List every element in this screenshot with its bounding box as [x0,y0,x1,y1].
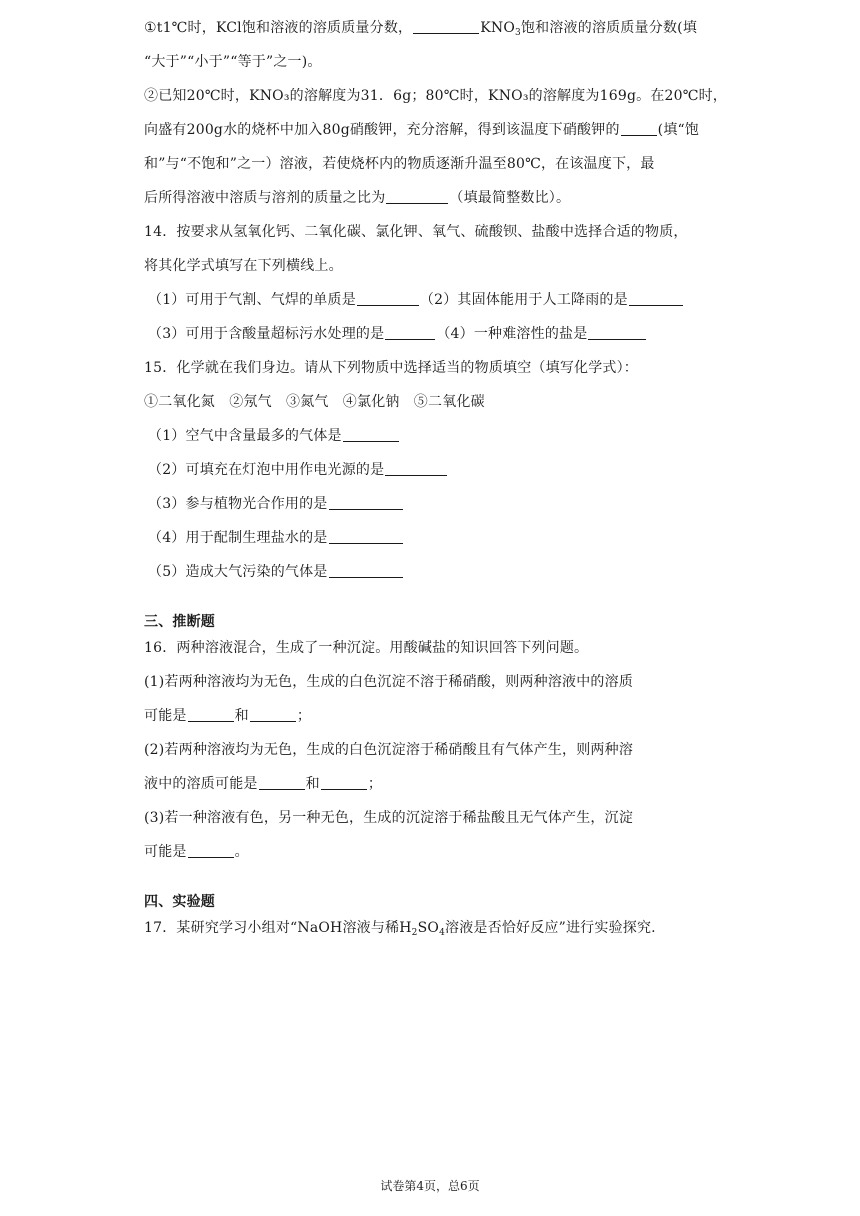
q15-item-5 [148,562,728,582]
subscript: 3 [515,28,521,38]
answer-blank[interactable] [621,121,657,136]
q16-part-1: (1)若两种溶液均为无色，生成的白色沉淀不溶于稀硝酸，则两种溶液中的溶质 [144,674,634,690]
text: ； [367,776,383,792]
answer-blank[interactable] [188,707,234,722]
answer-blank[interactable] [386,189,448,204]
page-footer: 试卷第4页，总6页 [380,1179,480,1193]
q16-part-1-answer [144,706,724,726]
text: ①t1℃时，KCl饱和溶液的溶质质量分数， [144,20,413,36]
q15-item-3 [148,494,728,514]
answer-blank[interactable] [250,707,296,722]
text: (填“饱 [657,122,700,138]
q15-item-4 [148,528,728,548]
answer-blank[interactable] [329,495,403,510]
text: SO [417,920,440,936]
question-16: 16．两种溶液混合，生成了一种沉淀。用酸碱盐的知识回答下列问题。 [144,640,589,656]
q15-item-2 [148,460,728,480]
question-17 [144,918,724,938]
section-heading-experiment: 四、实验题 [144,894,215,910]
text: 可能是 [144,708,187,724]
q16-part-2-answer [144,774,724,794]
text: （3）可用于含酸量超标污水处理的是 [148,326,385,342]
answer-blank[interactable] [385,461,447,476]
answer-blank[interactable] [357,291,419,306]
text: 。 [234,844,249,860]
text: （5）造成大气污染的气体是 [148,564,328,580]
line-5: 和”与“不饱和”之一）溶液，若使烧杯内的物质逐渐升温至80℃，在该温度下，最 [144,156,655,172]
q16-part-3-answer [144,842,724,862]
text: 和 [234,708,249,724]
text: （2）其固体能用于人工降雨的是 [419,292,628,308]
line-1 [144,18,724,38]
subscript: 2 [411,928,418,938]
text: 饱和溶液的溶质质量分数(填 [520,20,698,36]
subscript: 4 [439,928,446,938]
line-6 [144,188,724,208]
text: 可能是 [144,844,187,860]
q15-item-1 [148,426,728,446]
answer-blank[interactable] [321,775,367,790]
section-heading-inference: 三、推断题 [144,614,215,630]
q14-row-2 [148,324,728,344]
line-2: “大于”“小于”“等于”之一)。 [144,54,322,70]
text: 溶液是否恰好反应”进行实验探究. [445,920,656,936]
text: 和 [305,776,320,792]
question-15: 15．化学就在我们身边。请从下列物质中选择适当的物质填空（填写化学式）： [144,360,639,376]
question-14: 14．按要求从氢氧化钙、二氧化碳、氯化钾、氧气、硫酸钡、盐酸中选择合适的物质， [144,224,688,240]
answer-blank[interactable] [588,325,646,340]
answer-blank[interactable] [343,427,399,442]
text: （4）一种难溶性的盐是 [436,326,588,342]
answer-blank[interactable] [259,775,305,790]
answer-blank[interactable] [329,563,403,578]
q16-part-2: (2)若两种溶液均为无色，生成的白色沉淀溶于稀硝酸且有气体产生，则两种溶 [144,742,634,758]
answer-blank[interactable] [413,19,479,34]
answer-blank[interactable] [629,291,683,306]
text: 17．某研究学习小组对“NaOH溶液与稀H [144,920,412,936]
line: 将其化学式填写在下列横线上。 [144,258,343,274]
text: 向盛有200g水的烧杯中加入80g硝酸钾，充分溶解，得到该温度下硝酸钾的 [144,122,620,138]
text: （2）可填充在灯泡中用作电光源的是 [148,462,385,478]
q14-row-1 [148,290,728,310]
q16-part-3: (3)若一种溶液有色，另一种无色，生成的沉淀溶于稀盐酸且无气体产生，沉淀 [144,810,634,826]
text: ； [296,708,312,724]
answer-blank[interactable] [188,843,234,858]
line-4 [144,120,724,140]
text: 液中的溶质可能是 [144,776,258,792]
text: 后所得溶液中溶质与溶剂的质量之比为 [144,190,386,206]
text: （填最简整数比）。 [449,190,571,206]
text: （1）空气中含量最多的气体是 [148,428,342,444]
q15-options: ①二氧化氮 ②氖气 ③氮气 ④氯化钠 ⑤二氧化碳 [144,394,485,410]
line-3: ②已知20℃时，KNO₃的溶解度为31．6g；80℃时，KNO₃的溶解度为169g。在20℃时， [144,88,727,104]
text: （4）用于配制生理盐水的是 [148,530,328,546]
text: （1）可用于气割、气焊的单质是 [148,292,356,308]
answer-blank[interactable] [385,325,435,340]
answer-blank[interactable] [329,529,403,544]
text: （3）参与植物光合作用的是 [148,496,328,512]
text: KNO [480,20,516,36]
